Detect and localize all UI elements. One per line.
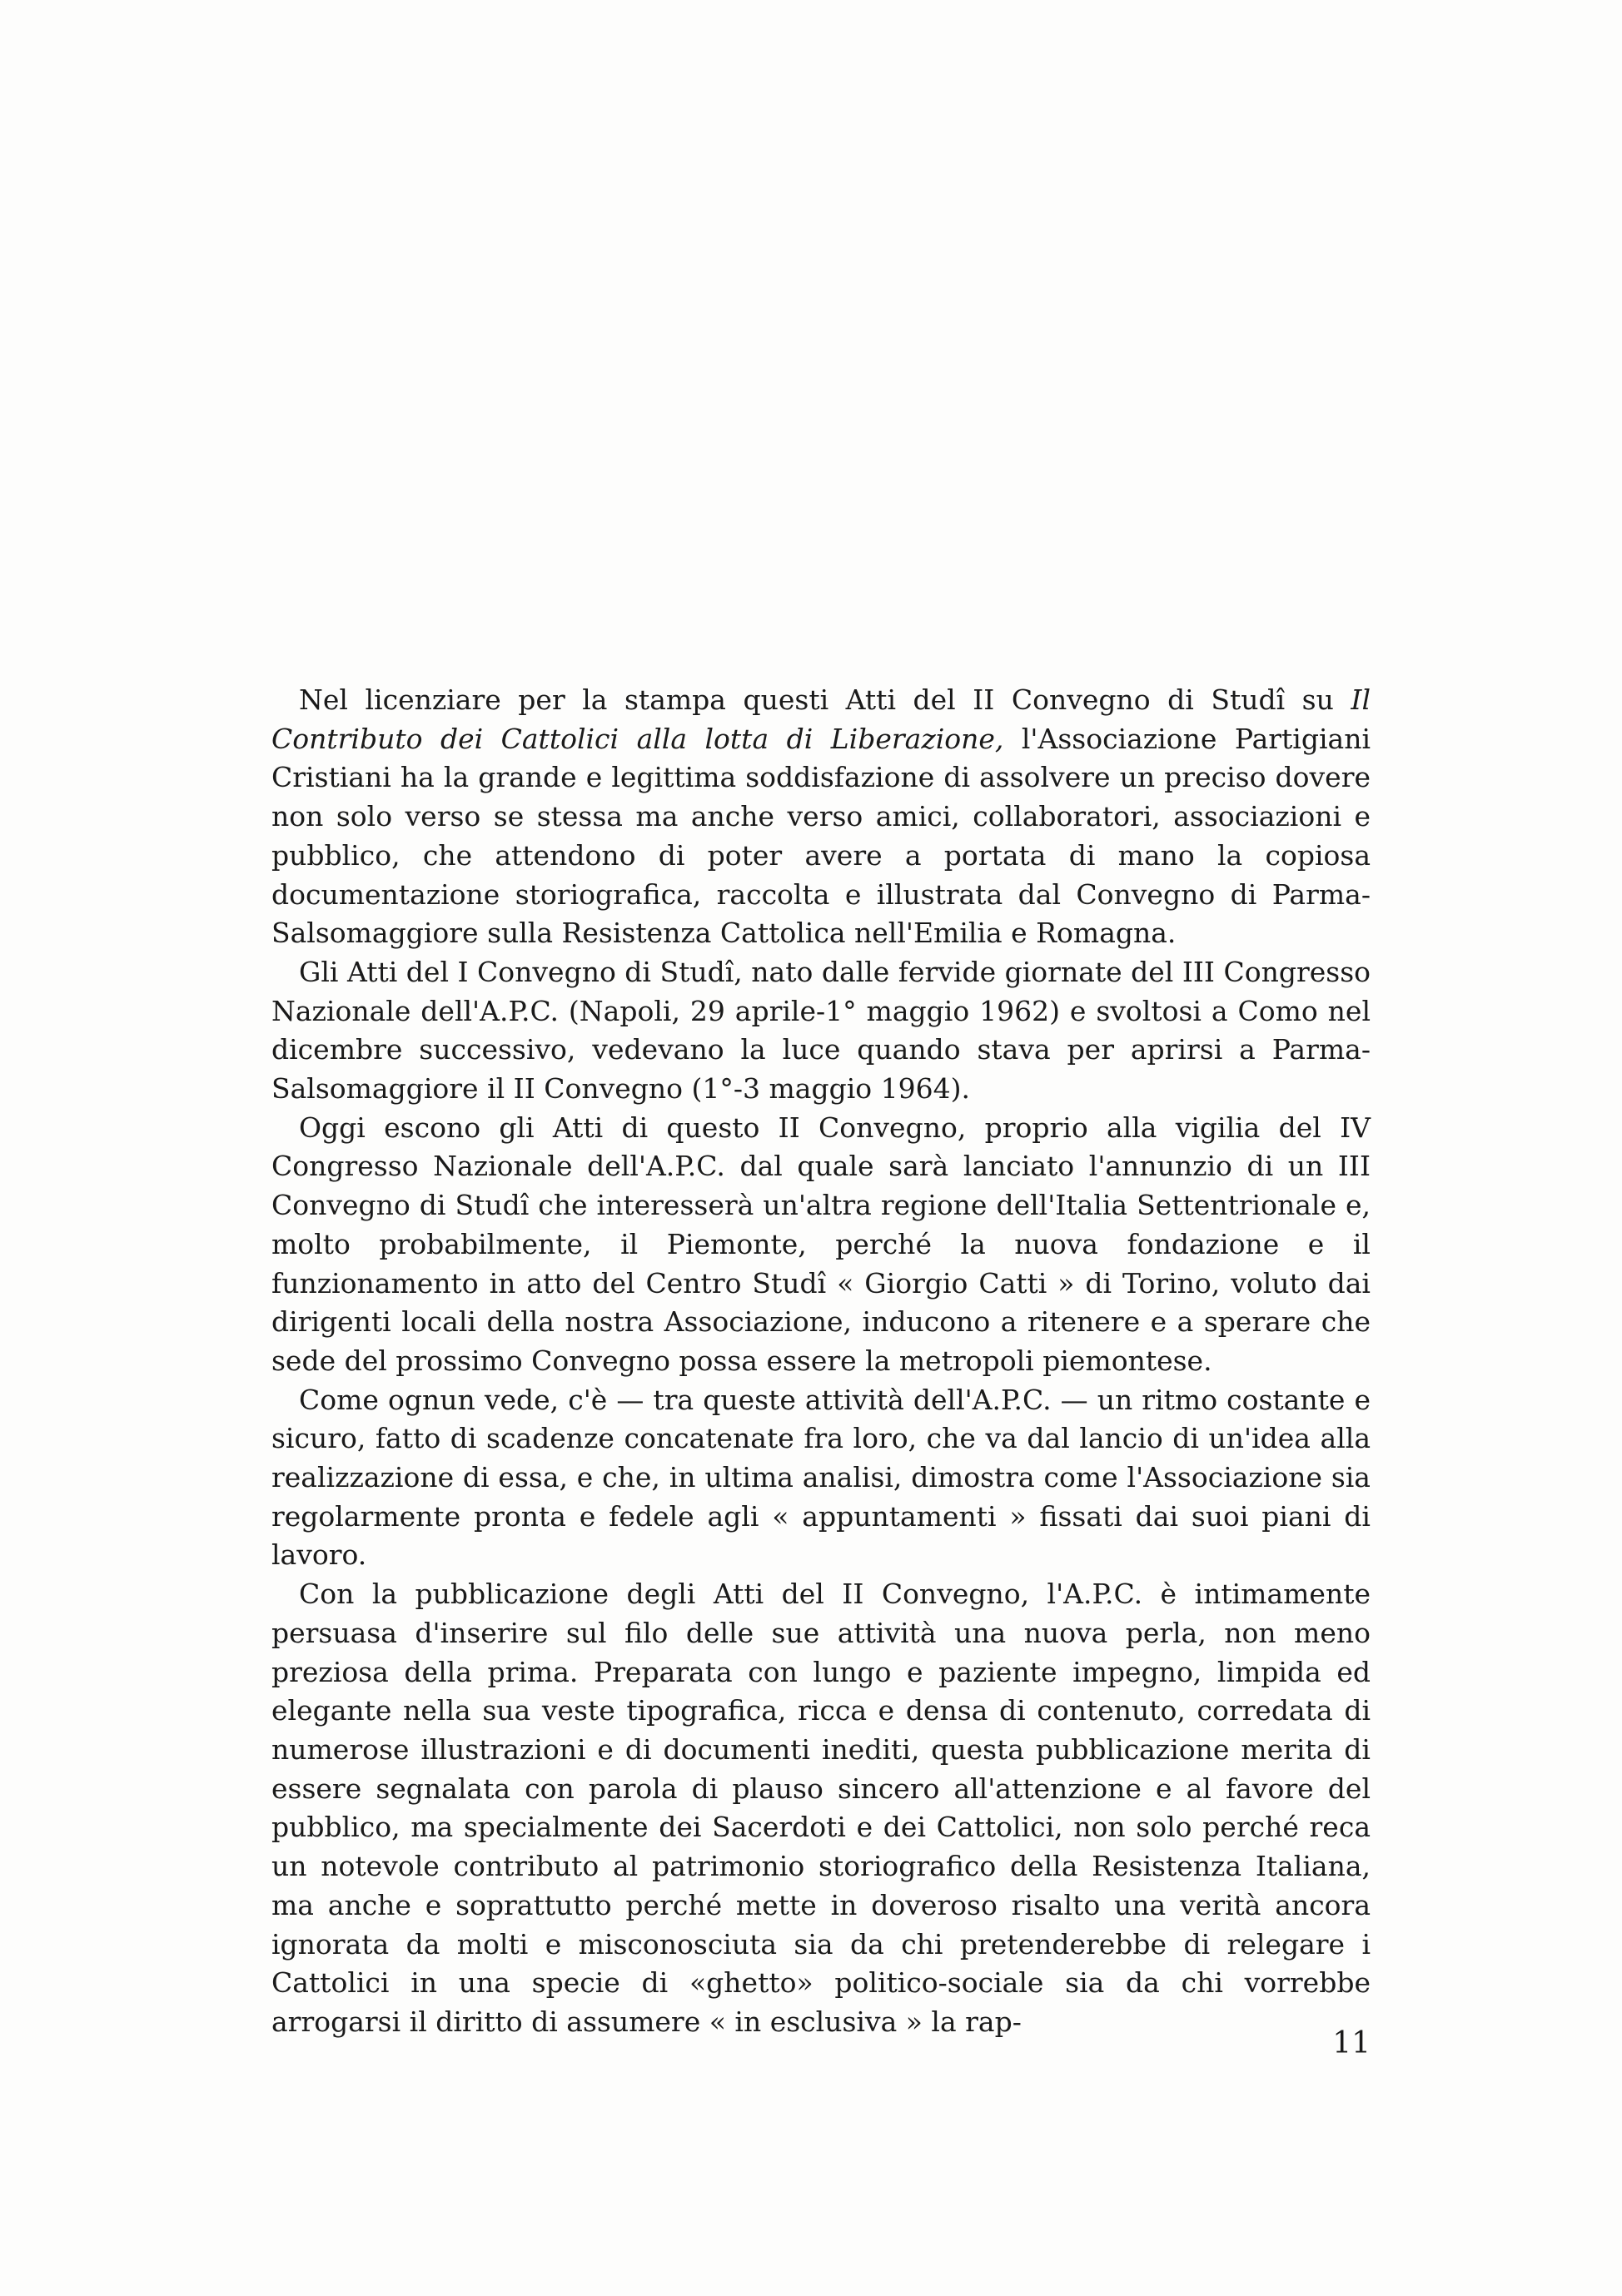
paragraph-3: Oggi escono gli Atti di questo II Convegno, proprio alla vigilia del IV Congresso Nazionale dell'A.P.C. dal quale sarà lanciato l'annunzio di un III Convegno di Studî che interesserà un'altra regione dell'Italia Settentrionale e, molto probabilmente, il Piemonte, perché la nuova fondazione e il funzionamento in atto del Centro Studî « Giorgio Catti » di Torino, voluto dai dirigenti locali della nostra Associazione, inducono a ritenere e a sperare che sede del prossimo Convegno possa essere la metropoli piemontese.	[271, 1111, 1371, 1377]
page-number: 11	[1332, 2026, 1371, 2060]
paragraph-1-after: l'Associazione Partigiani Cristiani ha la grande e legittima soddisfazione di assolvere un preciso dovere non solo verso se stessa ma anche verso amici, collaboratori, associazioni e pubblico, che attendono di poter avere a portata di mano la copiosa documentazione storiografica, raccolta e illustrata dal Convegno di Parma-Salsomaggiore sulla Resistenza Cattolica nell'Emilia e Romagna.	[271, 722, 1371, 950]
paragraph-1-before: Nel licenziare per la stampa questi Atti del II Convegno di Studî su	[299, 683, 1351, 716]
paragraph-4: Come ognun vede, c'è — tra queste attività dell'A.P.C. — un ritmo costante e sicuro, fatto di scadenze concatenate fra loro, che va dal lancio di un'idea alla realizzazione di essa, e che, in ultima analisi, dimostra come l'Associazione sia regolarmente pronta e fedele agli « appuntamenti » fissati dai suoi piani di lavoro.	[271, 1383, 1371, 1572]
paragraph-1	[271, 681, 1371, 953]
paragraph-2: Gli Atti del I Convegno di Studî, nato dalle fervide giornate del III Congresso Nazionale dell'A.P.C. (Napoli, 29 aprile-1° maggio 1962) e svoltosi a Como nel dicembre successivo, vedevano la luce quando stava per aprirsi a Parma-Salsomaggiore il II Convegno (1°-3 maggio 1964).	[271, 955, 1371, 1106]
paragraph-5: Con la pubblicazione degli Atti del II Convegno, l'A.P.C. è intimamente persuasa d'inserire sul filo delle sue attività una nuova perla, non meno preziosa della prima. Preparata con lungo e paziente impegno, limpida ed elegante nella sua veste tipografica, ricca e densa di contenuto, corredata di numerose illustrazioni e di documenti inediti, questa pubblicazione merita di essere segnalata con parola di plauso sincero all'attenzione e al favore del pubblico, ma specialmente dei Sacerdoti e dei Cattolici, non solo perché reca un notevole contributo al patrimonio storiografico della Resistenza Italiana, ma anche e soprattutto perché mette in doveroso risalto una verità ancora ignorata da molti e misconosciuta sia da chi pretenderebbe di relegare i Cattolici in una specie di «ghetto» politico-sociale sia da chi vorrebbe arrogarsi il diritto di assumere « in esclusiva » la rap-	[271, 1578, 1371, 2038]
body-text	[271, 681, 1371, 2042]
book-title: Il Contributo dei Cattolici alla lotta di Liberazione,	[271, 683, 1371, 755]
